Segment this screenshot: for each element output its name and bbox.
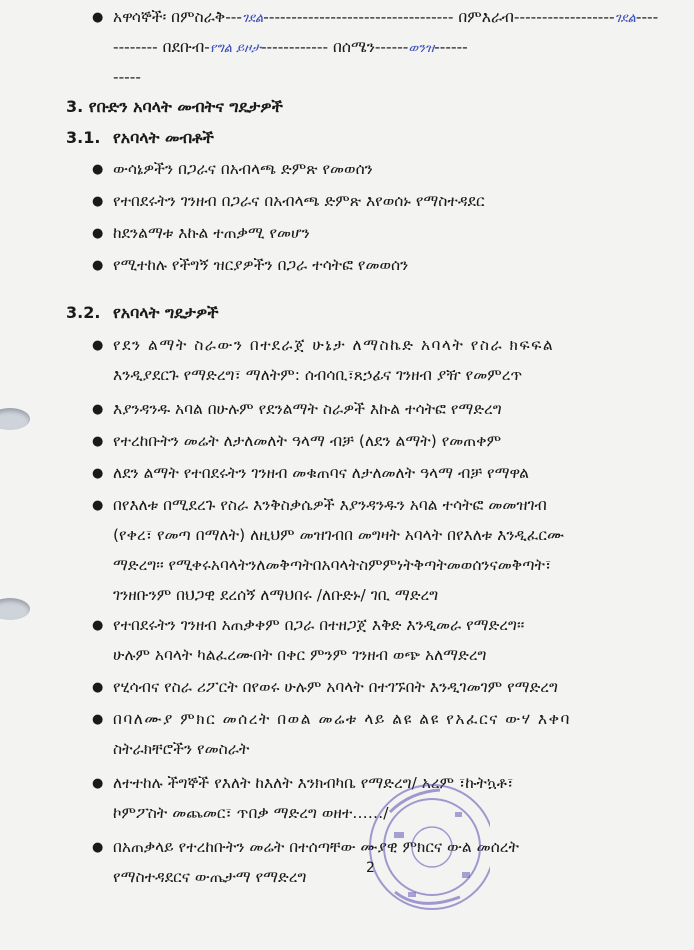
punch-hole xyxy=(0,408,30,430)
page-number: 2 xyxy=(366,860,375,876)
bullet-icon: ● xyxy=(92,10,104,25)
list-item-line: የሂሳብና የስራ ሪፖርት በየወሩ ሁሉም አባላት በተገኙበት እንዲገመገም የማድረግ xyxy=(113,678,558,696)
bullet-icon: ● xyxy=(92,712,104,727)
list-item-line: ስትራክቸሮችን የመስራት xyxy=(113,740,250,758)
subsection-number: 3.2. xyxy=(66,303,101,322)
boundary-line-1: አዋሳኞች፡ በምስራቅ---ገደል---------------------------------- በምእራብ------------------ገደል---- xyxy=(113,8,659,26)
bullet-icon: ● xyxy=(92,434,104,449)
list-item-line: ገንዘቡንም በህጋዊ ደረሰኝ ለማህበሩ /ለቡድኑ/ ገቢ ማድረግ xyxy=(113,586,439,604)
list-item-line: በአጠቃላይ የተረከቡትን መሬት በተሰጣቸው ሙያዊ ምክርና ውል መሰረት xyxy=(113,838,519,856)
bullet-icon: ● xyxy=(92,498,104,513)
list-item-line: ማድረግ፡፡ የሚቀሩአባላትንለመቅጣትበአባላትስምምነትቅጣትመወሰንናመቅጣት፣ xyxy=(113,556,552,574)
list-item-line: ሁሉም አባላት ካልፈረሙበት በቀር ምንም ገንዘብ ወጭ አለማድረግ xyxy=(113,646,487,664)
list-item-line: ለደን ልማት የተበደሩትን ገንዘብ መቁጠባና ለታለመለት ዓላማ ብቻ የማዋል xyxy=(113,464,530,482)
section-heading: 3. የቡድን አባላት መብትና ግዴታዎች xyxy=(66,97,283,116)
list-item-line: የደን ልማት ስራውን በተደራጀ ሁኔታ ለማስኬድ አባላት የስራ ክፍፍል xyxy=(113,336,555,354)
bullet-icon: ● xyxy=(92,402,104,417)
bullet-icon: ● xyxy=(92,680,104,695)
punch-hole xyxy=(0,598,30,620)
list-item-line: ለተተከሉ ችግኞች የእለት ከእለት እንክብካቤ የማድረግ/ አረም ፣ኩትኳቶ፣ xyxy=(113,774,514,792)
list-item-line: ኮምፖስት መጨመር፣ ጥበቃ ማድረግ ወዘተ……/ xyxy=(113,804,389,822)
list-item-line: የማስተዳደርና ውጤታማ የማድረግ xyxy=(113,868,307,886)
list-item-line: በየእለቱ በሚደረጉ የስራ እንቅስቃሴዎች እያንዳንዱን አባል ተሳትፎ መመዝገብ xyxy=(113,496,547,514)
bullet-icon: ● xyxy=(92,258,104,273)
boundary-line-3: ----- xyxy=(113,68,141,86)
bullet-icon: ● xyxy=(92,466,104,481)
bullet-icon: ● xyxy=(92,226,104,241)
bullet-icon: ● xyxy=(92,194,104,209)
bullet-icon: ● xyxy=(92,162,104,177)
bullet-icon: ● xyxy=(92,338,104,353)
bullet-icon: ● xyxy=(92,776,104,791)
subsection-number: 3.1. xyxy=(66,128,101,147)
list-item-line: (የቀረ፣ የመጣ በማለት) ለዚህም መዝገብበ መግዛት አባላት በየእለቱ እንዲፈርሙ xyxy=(113,526,565,544)
bullet-icon: ● xyxy=(92,618,104,633)
boundary-line-2: -------- በደቡብ-የግል ይዞታ------------ በሰሜን------ወንዝ------ xyxy=(113,38,468,56)
list-item: ከደንልማቱ እኩል ተጠቃሚ የመሆን xyxy=(113,224,310,242)
list-item: የተበደሩትን ገንዘብ በጋራና በአብላጫ ድምጽ እየወሰኑ የማስተዳደር xyxy=(113,192,485,210)
list-item-line: እያንዳንዱ አባል በሁሉም የደንልማት ስራዎች እኩል ተሳትፎ የማድረግ xyxy=(113,400,502,418)
list-item-line: የተረከቡትን መሬት ለታለመለት ዓላማ ብቻ (ለደን ልማት) የመጠቀም xyxy=(113,432,502,450)
list-item: የሚተከሉ የችግኝ ዝርያዎችን በጋራ ተሳትፎ የመወሰን xyxy=(113,256,409,274)
list-item-line: እንዲያደርጉ የማድረግ፣ ማለትም: ሰብሳቢ፣ጸኃፊና ገንዘብ ያዥ የመምረጥ xyxy=(113,366,523,384)
list-item: ውሳኔዎችን በጋራና በአብላጫ ድምጽ የመወሰን xyxy=(113,160,373,178)
subsection-title: የአባላት መብቶች xyxy=(113,128,214,147)
bullet-icon: ● xyxy=(92,840,104,855)
list-item-line: የተበደሩትን ገንዘብ አጠቃቀም በጋራ በተዘጋጀ እቅድ እንዲመራ የማድረግ፡፡ xyxy=(113,616,525,634)
official-stamp xyxy=(350,752,490,942)
subsection-title: የአባላት ግዴታዎች xyxy=(113,303,219,322)
list-item-line: በባለሙያ ምክር መሰረት በወል መሬቱ ላይ ልዩ ልዩ የአፈርና ውሃ እቀባ xyxy=(113,710,571,728)
